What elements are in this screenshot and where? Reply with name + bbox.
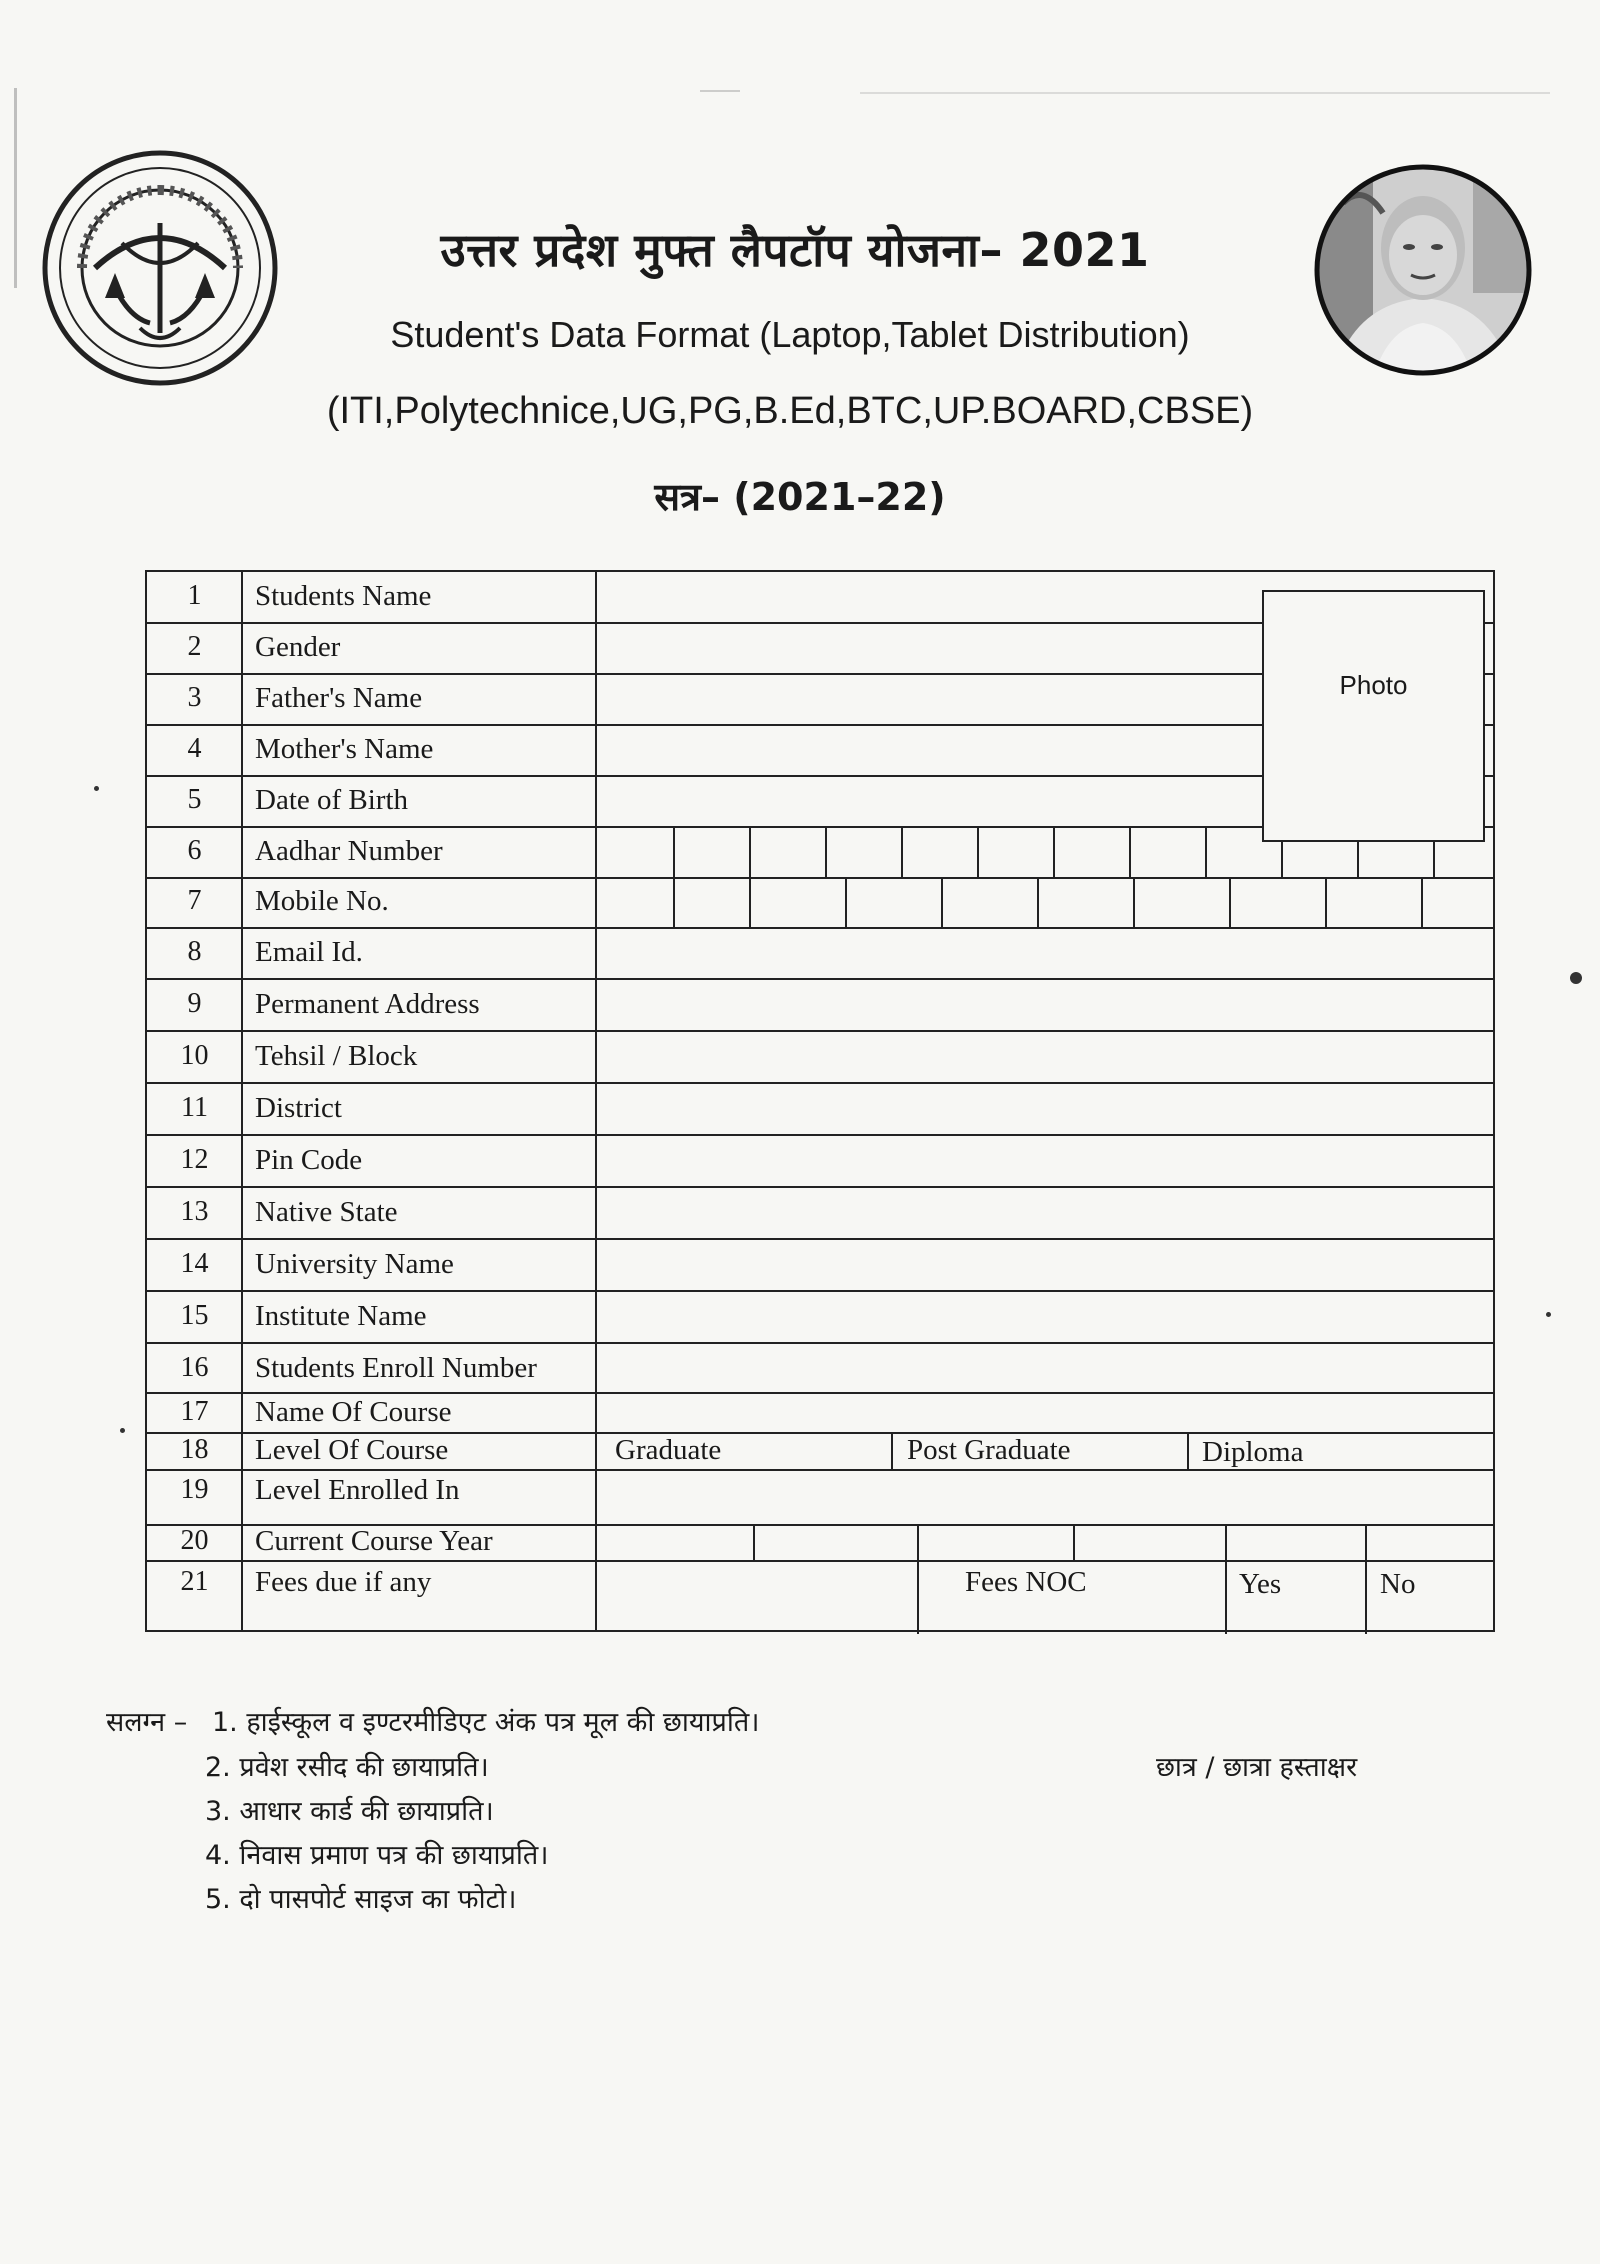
level-option-divider <box>1187 1432 1189 1469</box>
field-number: 10 <box>180 1040 209 1071</box>
field-label-gender: Gender <box>255 631 341 663</box>
field-number: 1 <box>187 580 202 611</box>
fees-noc-no-option[interactable]: No <box>1380 1568 1416 1600</box>
field-label-students-enroll-number: Students Enroll Number <box>255 1352 537 1384</box>
mobile-digit-divider <box>941 877 943 927</box>
fees-noc-yes-option[interactable]: Yes <box>1239 1568 1282 1600</box>
field-label-date-of-birth: Date of Birth <box>255 784 409 816</box>
row-border <box>147 1392 1493 1394</box>
field-number: 19 <box>180 1474 209 1505</box>
field-number: 4 <box>187 733 202 764</box>
field-number: 6 <box>187 835 202 866</box>
field-label-mobile-no: Mobile No. <box>255 885 389 917</box>
mobile-digit-divider <box>1037 877 1039 927</box>
field-number: 7 <box>187 885 202 916</box>
attachment-item: 1. हाईस्कूल व इण्टरमीडिएट अंक पत्र मूल की छायाप्रति। <box>212 1707 760 1738</box>
mobile-digit-divider <box>1421 877 1423 927</box>
aadhar-digit-divider <box>825 826 827 877</box>
field-number: 8 <box>187 936 202 967</box>
field-number: 2 <box>187 631 202 662</box>
scan-speck <box>94 786 99 791</box>
field-label-current-course-year: Current Course Year <box>255 1525 493 1557</box>
field-label-permanent-address: Permanent Address <box>255 988 480 1020</box>
field-number: 16 <box>180 1352 209 1383</box>
scan-artifact <box>700 90 740 92</box>
aadhar-digit-divider <box>673 826 675 877</box>
mobile-digit-divider <box>1229 877 1231 927</box>
aadhar-digit-divider <box>1129 826 1131 877</box>
field-number: 5 <box>187 784 202 815</box>
mobile-digit-divider <box>1133 877 1135 927</box>
photo-box[interactable] <box>1262 590 1485 842</box>
scan-speck <box>1546 1312 1551 1317</box>
chief-minister-portrait-photo <box>1313 163 1533 378</box>
field-label-email-id: Email Id. <box>255 936 363 968</box>
field-label-district: District <box>255 1092 342 1124</box>
mobile-digit-divider <box>845 877 847 927</box>
row-border <box>147 1560 1493 1562</box>
course-year-divider <box>1365 1524 1367 1634</box>
row-border <box>147 1238 1493 1240</box>
session-year: सत्र– (2021–22) <box>654 475 946 519</box>
field-label-students-name: Students Name <box>255 580 432 612</box>
field-number: 21 <box>180 1566 209 1597</box>
field-number: 12 <box>180 1144 209 1175</box>
attachments-prefix: सलग्न – <box>106 1707 188 1738</box>
field-label-level-of-course: Level Of Course <box>255 1434 449 1466</box>
field-label-pin-code: Pin Code <box>255 1144 363 1176</box>
course-year-divider <box>917 1524 919 1634</box>
scan-artifact <box>14 88 17 288</box>
field-label-mothers-name: Mother's Name <box>255 733 434 765</box>
field-number: 17 <box>180 1396 209 1427</box>
mobile-digit-divider <box>1325 877 1327 927</box>
field-label-fathers-name: Father's Name <box>255 682 423 714</box>
course-year-divider <box>1225 1524 1227 1634</box>
row-border <box>147 877 1493 879</box>
col-divider <box>595 572 597 1630</box>
row-border <box>147 1469 1493 1471</box>
level-option-graduate[interactable]: Graduate <box>615 1434 722 1466</box>
field-number: 13 <box>180 1196 209 1227</box>
field-number: 14 <box>180 1248 209 1279</box>
field-number: 15 <box>180 1300 209 1331</box>
field-number: 11 <box>181 1092 208 1123</box>
field-label-native-state: Native State <box>255 1196 398 1228</box>
course-year-divider <box>753 1524 755 1560</box>
attachment-item: 4. निवास प्रमाण पत्र की छायाप्रति। <box>205 1840 549 1871</box>
fees-noc-label: Fees NOC <box>965 1566 1087 1598</box>
field-number: 20 <box>180 1525 209 1556</box>
page-title-hindi: उत्तर प्रदेश मुफ्त लैपटॉप योजना– 2021 <box>440 223 1150 277</box>
row-border <box>147 927 1493 929</box>
attachment-item: 3. आधार कार्ड की छायाप्रति। <box>205 1796 494 1827</box>
student-signature-label: छात्र / छात्रा हस्ताक्षर <box>1156 1752 1358 1783</box>
row-border <box>147 1342 1493 1344</box>
row-border <box>147 1082 1493 1084</box>
up-government-seal-icon <box>40 148 280 388</box>
scan-speck <box>1570 972 1582 984</box>
aadhar-digit-divider <box>1205 826 1207 877</box>
row-border <box>147 1290 1493 1292</box>
scan-speck <box>120 1428 125 1433</box>
field-number: 3 <box>187 682 202 713</box>
form-subtitle: Student's Data Format (Laptop,Tablet Distribution) <box>390 314 1190 355</box>
photo-box-label: Photo <box>1339 670 1408 700</box>
field-label-name-of-course: Name Of Course <box>255 1396 452 1428</box>
level-option-divider <box>891 1432 893 1469</box>
field-number: 18 <box>180 1434 209 1465</box>
attachment-item: 2. प्रवेश रसीद की छायाप्रति। <box>205 1752 489 1783</box>
mobile-digit-divider <box>749 877 751 927</box>
field-label-aadhar-number: Aadhar Number <box>255 835 443 867</box>
course-year-divider <box>1073 1524 1075 1560</box>
attachment-item: 5. दो पासपोर्ट साइज का फोटो। <box>205 1884 517 1915</box>
level-option-diploma[interactable]: Diploma <box>1202 1436 1304 1468</box>
mobile-digit-divider <box>673 877 675 927</box>
field-label-fees-due: Fees due if any <box>255 1566 432 1598</box>
aadhar-digit-divider <box>749 826 751 877</box>
row-border <box>147 1186 1493 1188</box>
row-border <box>147 1134 1493 1136</box>
field-label-institute-name: Institute Name <box>255 1300 427 1332</box>
field-label-tehsil-block: Tehsil / Block <box>255 1040 418 1072</box>
row-border <box>147 1030 1493 1032</box>
level-option-post-graduate[interactable]: Post Graduate <box>907 1434 1071 1466</box>
scan-artifact <box>860 92 1550 94</box>
field-number: 9 <box>187 988 202 1019</box>
field-label-university-name: University Name <box>255 1248 454 1280</box>
aadhar-digit-divider <box>1053 826 1055 877</box>
aadhar-digit-divider <box>901 826 903 877</box>
eligible-courses: (ITI,Polytechnice,UG,PG,B.Ed,BTC,UP.BOARD,CBSE) <box>326 390 1254 432</box>
field-label-level-enrolled-in: Level Enrolled In <box>255 1474 460 1506</box>
aadhar-digit-divider <box>977 826 979 877</box>
row-border <box>147 978 1493 980</box>
